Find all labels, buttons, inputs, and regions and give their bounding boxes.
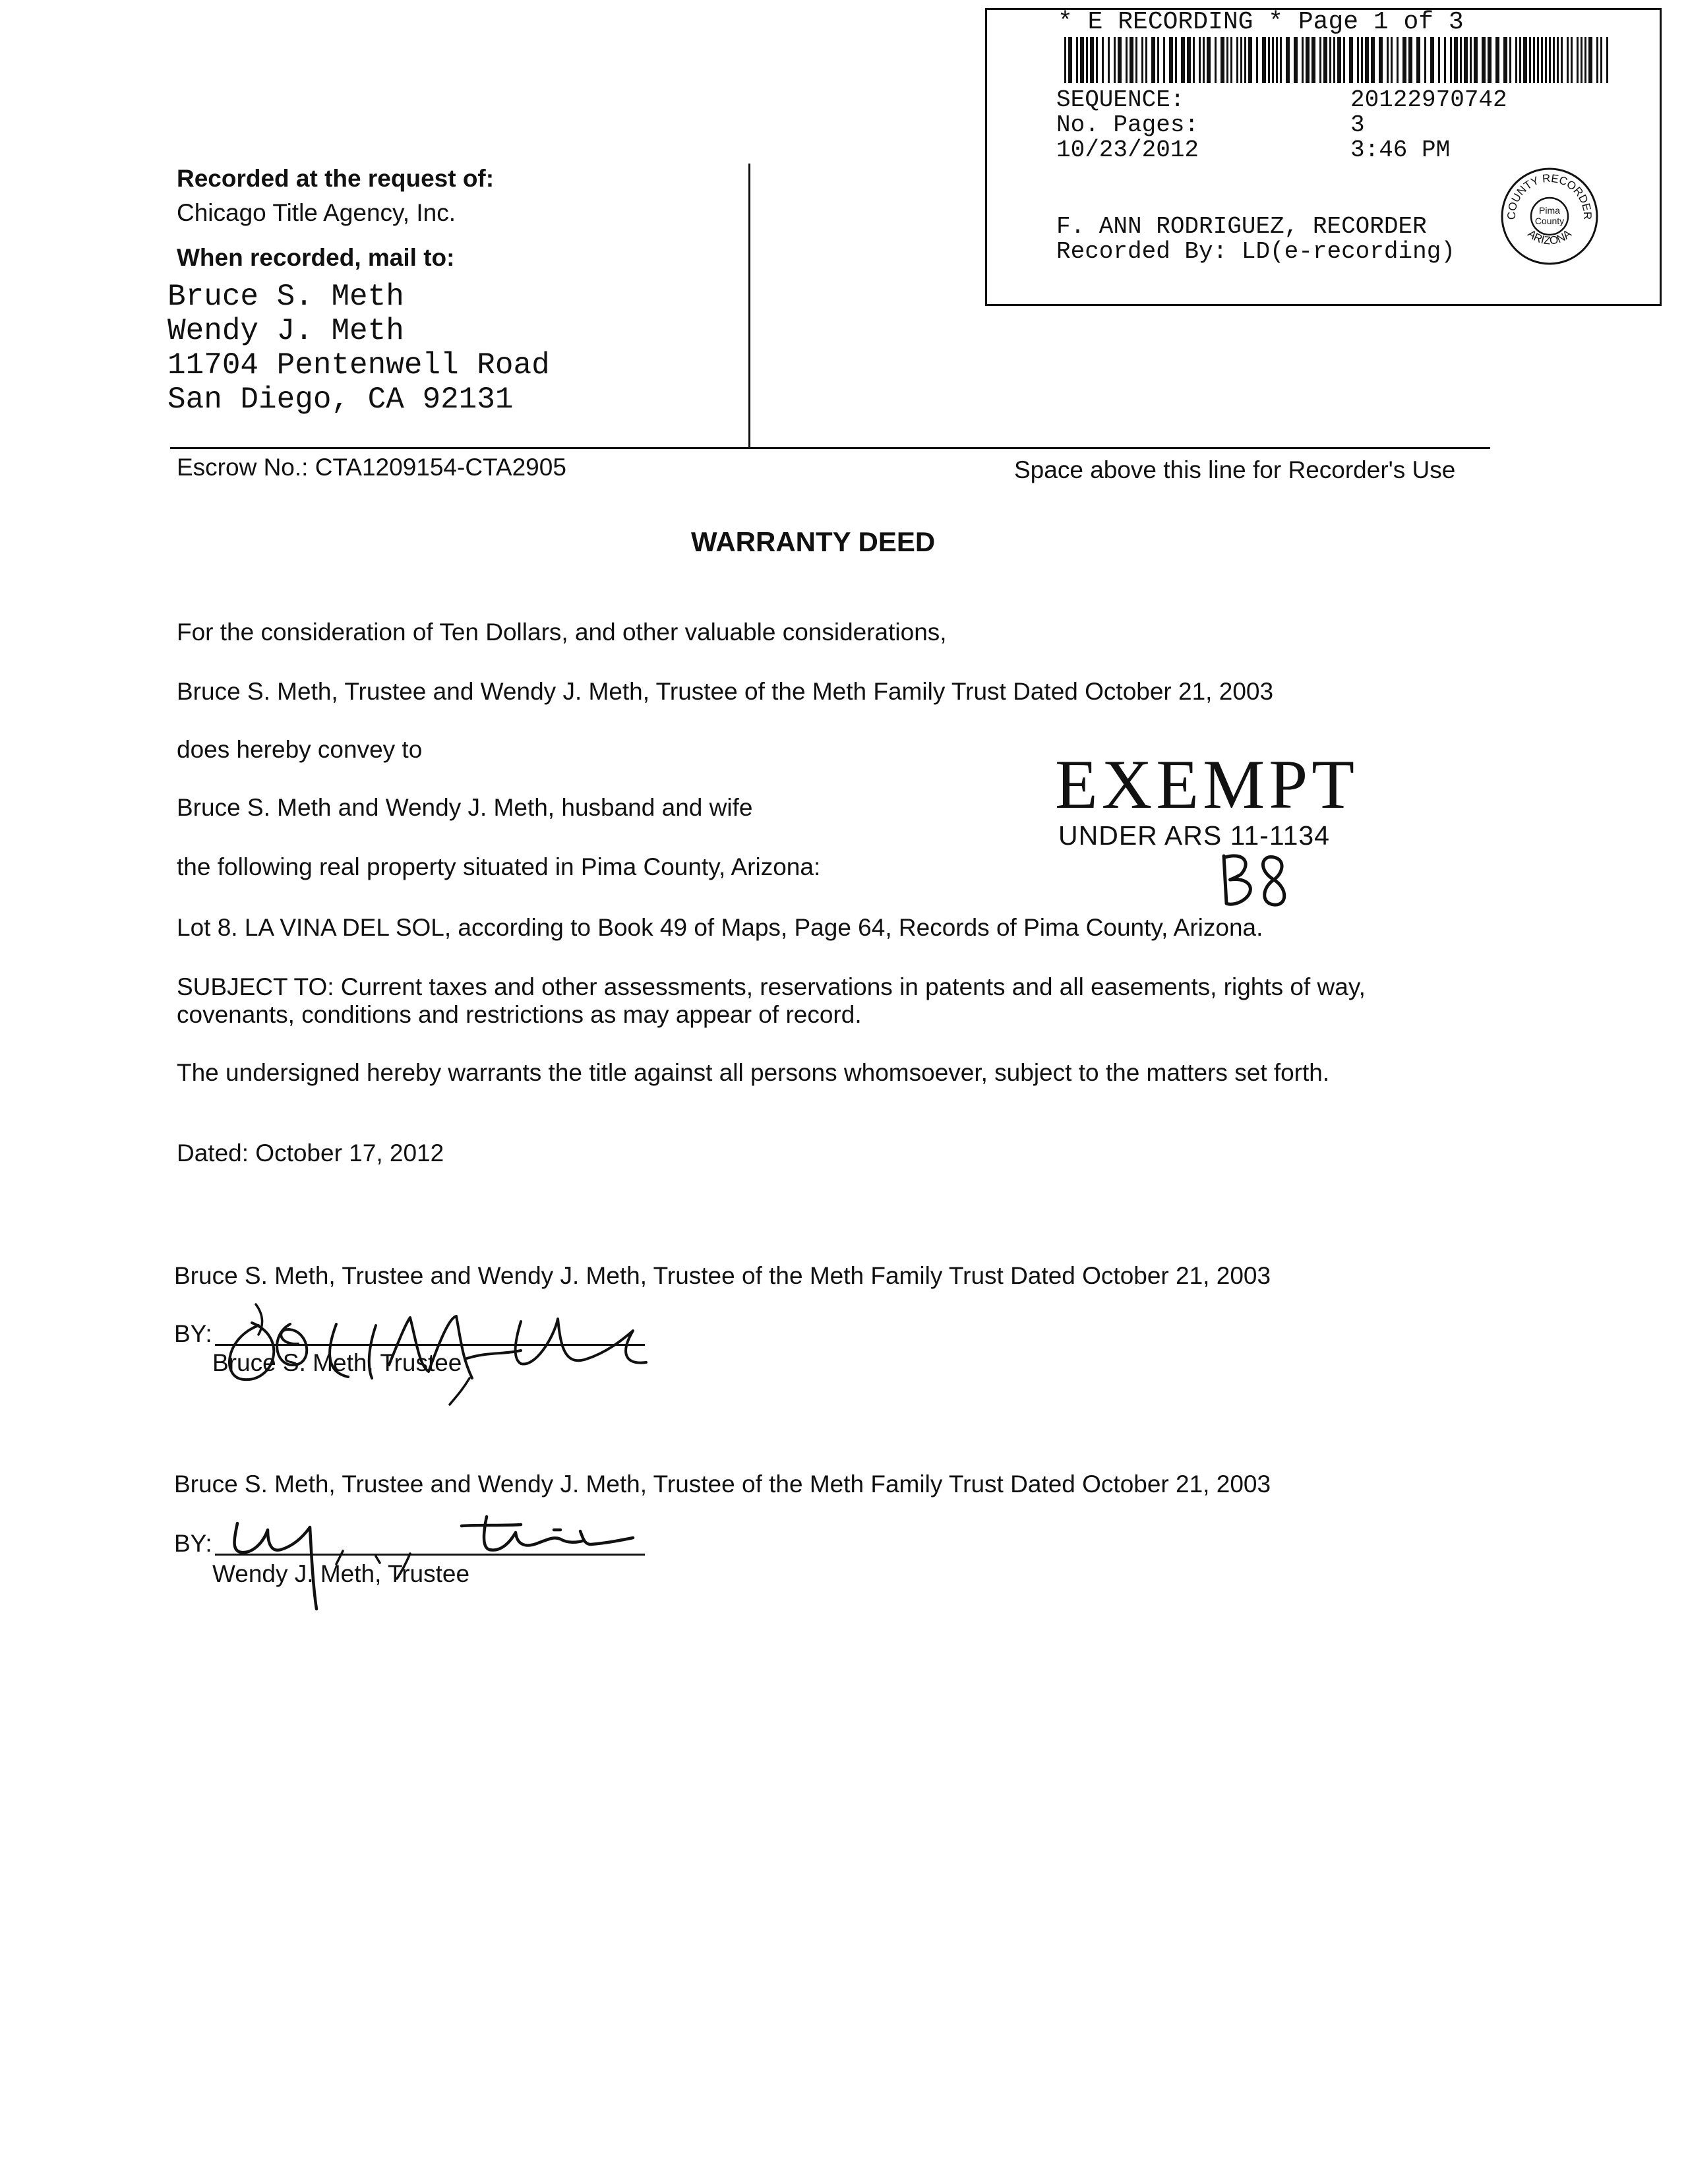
request-label: Recorded at the request of: bbox=[177, 165, 495, 192]
signature-1-trust-line: Bruce S. Meth, Trustee and Wendy J. Meth, Trustee of the Meth Family Trust Dated October 21, 2003 bbox=[174, 1262, 1271, 1289]
recording-header: * E RECORDING * Page 1 of 3 bbox=[1058, 8, 1464, 36]
barcode-icon bbox=[1063, 37, 1613, 83]
convey-text: does hereby convey to bbox=[177, 736, 423, 763]
signature-2-by-label: BY: bbox=[174, 1530, 212, 1557]
exempt-statute: UNDER ARS 11-1134 bbox=[1058, 820, 1330, 851]
mail-line-1: Bruce S. Meth bbox=[167, 280, 404, 314]
subject-to-line-2: covenants, conditions and restrictions as may appear of record. bbox=[177, 1001, 862, 1028]
svg-text:ARIZONA bbox=[1525, 227, 1574, 247]
recorder-name: F. ANN RODRIGUEZ, RECORDER bbox=[1056, 213, 1427, 240]
mail-label: When recorded, mail to: bbox=[177, 244, 455, 271]
property-intro-text: the following real property situated in Pima County, Arizona: bbox=[177, 853, 821, 880]
recording-date: 10/23/2012 bbox=[1056, 136, 1199, 164]
consideration-text: For the consideration of Ten Dollars, and other valuable considerations, bbox=[177, 619, 947, 646]
handwritten-exempt-code bbox=[1217, 851, 1296, 910]
header-divider-vertical bbox=[748, 164, 750, 448]
recorded-by: Recorded By: LD(e-recording) bbox=[1056, 238, 1455, 265]
county-seal-icon bbox=[1499, 166, 1600, 266]
recorder-use-note: Space above this line for Recorder's Use bbox=[1014, 456, 1456, 483]
signature-2-handwriting bbox=[211, 1510, 666, 1629]
seal-center-2: County bbox=[1534, 216, 1565, 226]
request-value: Chicago Title Agency, Inc. bbox=[177, 199, 456, 226]
sequence-value: 20122970742 bbox=[1350, 86, 1507, 113]
warranty-clause: The undersigned hereby warrants the title against all persons whomsoever, subject to the matters set forth. bbox=[177, 1059, 1330, 1086]
pages-label: No. Pages: bbox=[1056, 111, 1199, 138]
signature-1-handwriting bbox=[211, 1266, 666, 1411]
dated-line: Dated: October 17, 2012 bbox=[177, 1139, 444, 1167]
escrow-number: Escrow No.: CTA1209154-CTA2905 bbox=[177, 454, 566, 481]
recorder-space-line bbox=[170, 447, 1490, 449]
pages-value: 3 bbox=[1350, 111, 1365, 138]
exempt-stamp: EXEMPT bbox=[1055, 746, 1358, 823]
mail-line-2: Wendy J. Meth bbox=[167, 314, 404, 348]
mail-line-4: San Diego, CA 92131 bbox=[167, 382, 514, 417]
seal-top-text: COUNTY RECORDER bbox=[1505, 171, 1594, 220]
grantee-text: Bruce S. Meth and Wendy J. Meth, husband and wife bbox=[177, 794, 753, 821]
document-title: WARRANTY DEED bbox=[691, 526, 936, 557]
mail-line-3: 11704 Pentenwell Road bbox=[167, 348, 550, 382]
seal-bottom-text: ARIZONA bbox=[1525, 227, 1574, 247]
signature-1-by-label: BY: bbox=[174, 1320, 212, 1347]
sequence-label: SEQUENCE: bbox=[1056, 86, 1185, 113]
signature-2-signer: Wendy J. Meth, Trustee bbox=[212, 1560, 470, 1587]
signature-2-trust-line: Bruce S. Meth, Trustee and Wendy J. Meth, Trustee of the Meth Family Trust Dated October 21, 2003 bbox=[174, 1471, 1271, 1498]
seal-center-1: Pima bbox=[1539, 205, 1560, 216]
legal-description: Lot 8. LA VINA DEL SOL, according to Book 49 of Maps, Page 64, Records of Pima County, Arizona. bbox=[177, 914, 1263, 941]
grantor-text: Bruce S. Meth, Trustee and Wendy J. Meth, Trustee of the Meth Family Trust Dated October 21, 2003 bbox=[177, 678, 1274, 705]
subject-to-line-1: SUBJECT TO: Current taxes and other assessments, reservations in patents and all easements, rights of way, bbox=[177, 973, 1366, 1000]
recording-time: 3:46 PM bbox=[1350, 136, 1451, 164]
signature-1-signer: Bruce S. Meth, Trustee bbox=[212, 1349, 462, 1376]
